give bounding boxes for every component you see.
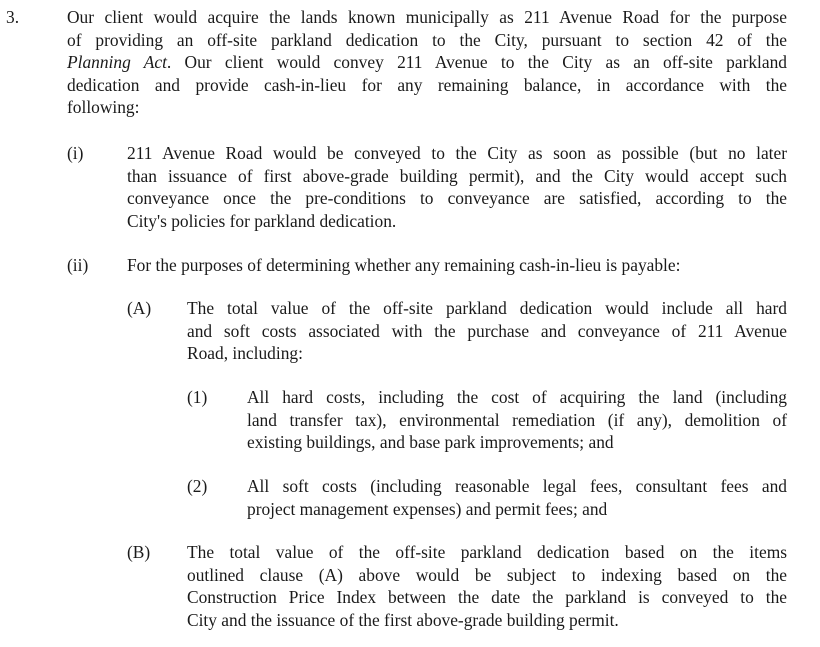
paragraph-line: existing buildings, and base park improvements; and [247,432,614,453]
paragraph-line: Construction Price Index between the date the parkland is conveyed to the [187,587,787,608]
item-number-A: (A) [127,298,152,318]
paragraph-line: than issuance of first above-grade building permit), and the City would accept such [127,165,787,186]
item-B-paragraph [187,541,787,631]
item-3-paragraph [67,6,787,119]
paragraph-line: Road, including: [187,343,303,364]
paragraph-line: City's policies for parkland dedication. [127,210,397,231]
paragraph-line: land transfer tax), environmental remediation (if any), demolition of [247,409,787,430]
paragraph-line: dedication and provide cash-in-lieu for any remaining balance, in accordance with the [67,74,787,95]
paragraph-line: All soft costs (including reasonable legal fees, consultant fees and [247,476,787,496]
paragraph-line: following: [67,97,140,118]
item-2-paragraph [247,475,787,520]
item-number-1: (1) [187,387,208,407]
paragraph-line: outlined clause (A) above would be subject to indexing based on the [187,564,787,585]
paragraph-line: project management expenses) and permit fees; and [247,498,608,519]
item-number-i: (i) [67,143,84,163]
paragraph-line: The total value of the off-site parkland dedication based on the items [187,542,787,562]
paragraph-line: conveyance once the pre-conditions to conveyance are satisfied, according to the [127,188,787,209]
item-A-paragraph [187,297,787,365]
item-number-B: (B) [127,542,151,562]
item-ii-paragraph [127,254,787,277]
item-number-3: 3. [6,7,20,27]
paragraph-line: For the purposes of determining whether any remaining cash-in-lieu is payable: [127,255,681,275]
item-1-paragraph [247,386,787,454]
item-i-paragraph [127,142,787,232]
item-number-ii: (ii) [67,255,89,275]
paragraph-line: Our client would acquire the lands known municipally as 211 Avenue Road for the purpose [67,7,787,27]
paragraph-line: The total value of the off-site parkland dedication would include all hard [187,298,787,318]
paragraph-line: of providing an off-site parkland dedication to the City, pursuant to section 42 of the [67,29,787,50]
paragraph-line: 211 Avenue Road would be conveyed to the City as soon as possible (but no later [127,143,787,163]
paragraph-text: . Our client would convey 211 Avenue to the City as an off-site parkland [166,52,787,73]
paragraph-line: and soft costs associated with the purchase and conveyance of 211 Avenue [187,320,787,341]
act-title: Planning Act [67,52,167,73]
item-number-2: (2) [187,476,208,496]
paragraph-line [67,51,787,74]
paragraph-line: City and the issuance of the first above-grade building permit. [187,609,619,630]
paragraph-line: All hard costs, including the cost of acquiring the land (including [247,387,787,407]
